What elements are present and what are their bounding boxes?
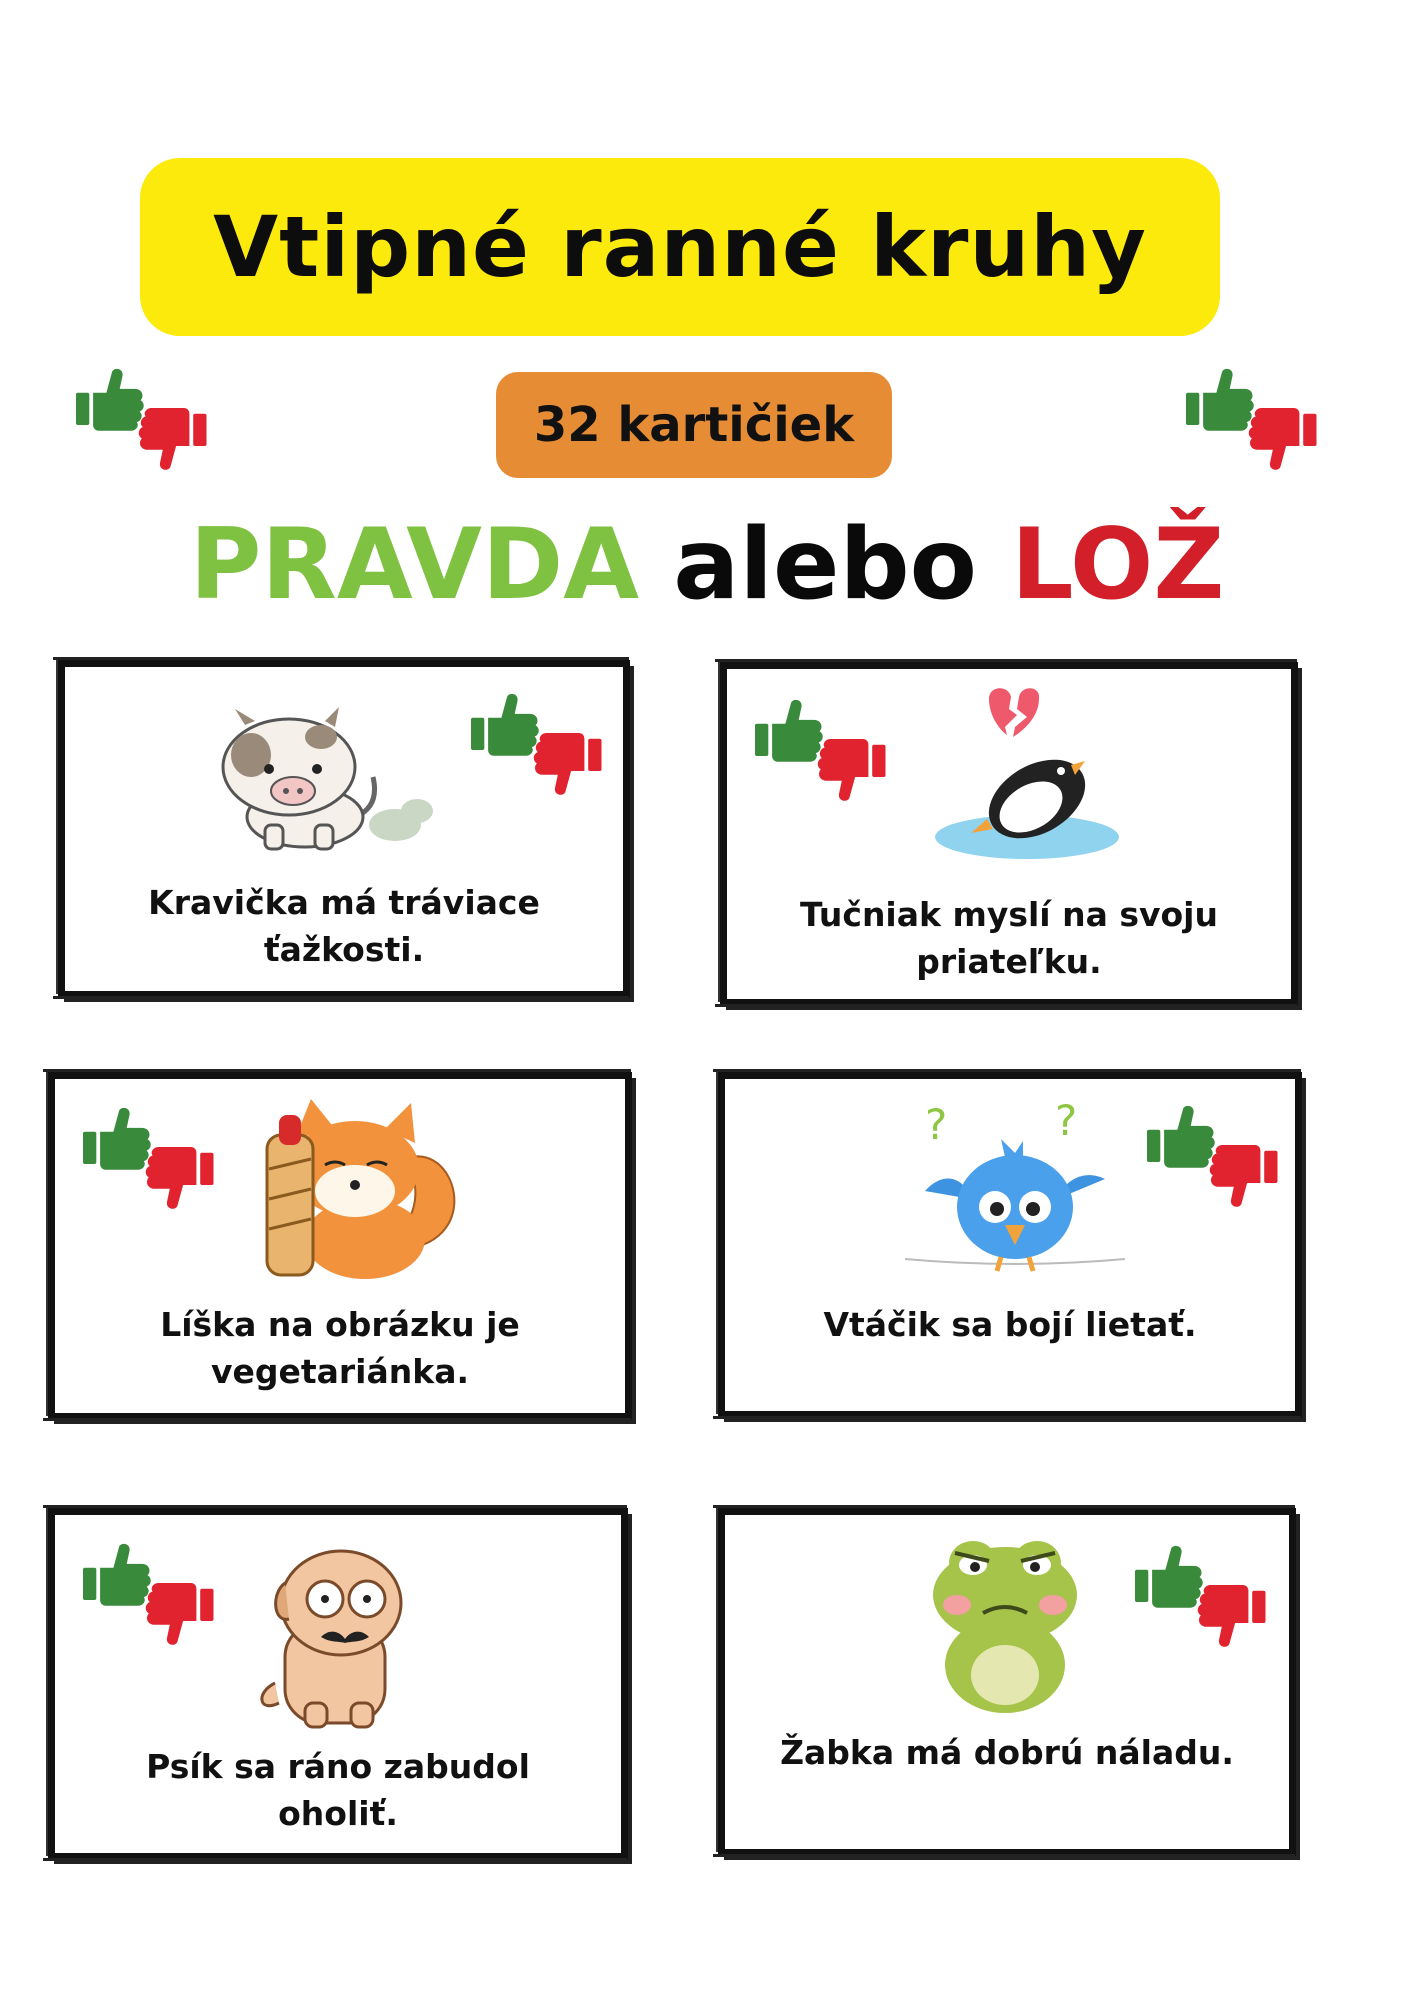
thumbs-up-down-icon [469, 693, 609, 813]
thumbs-up-down-icon [74, 368, 214, 488]
subtitle [0, 500, 1414, 630]
thumbs-up-down-icon [1133, 1545, 1273, 1665]
fox-icon [255, 1099, 475, 1289]
card-statement: Kravička má tráviace ťažkosti. [148, 883, 540, 969]
card-statement: Žabka má dobrú náladu. [780, 1733, 1234, 1772]
bird-icon [905, 1099, 1125, 1289]
svg-text:?: ? [1055, 1099, 1078, 1145]
card-fox [48, 1072, 632, 1420]
page-title: Vtipné ranné kruhy [213, 198, 1147, 296]
card-penguin [720, 662, 1298, 1006]
card-count-badge [496, 372, 892, 478]
card-frog [718, 1508, 1296, 1856]
thumbs-up-down-icon [81, 1543, 221, 1663]
card-statement: Psík sa ráno zabudol oholiť. [146, 1747, 530, 1833]
card-bird [718, 1072, 1302, 1418]
card-statement: Líška na obrázku je vegetariánka. [160, 1305, 520, 1391]
subtitle-or: alebo [673, 508, 977, 622]
frog-icon [925, 1535, 1095, 1715]
card-count-label: 32 kartičiek [533, 397, 855, 453]
thumbs-up-down-icon [1184, 368, 1324, 488]
title-banner [140, 158, 1220, 336]
card-statement: Tučniak myslí na svoju priateľku. [800, 895, 1218, 981]
thumbs-up-down-icon [753, 699, 893, 819]
thumbs-up-down-icon [1145, 1105, 1285, 1225]
card-dog [48, 1508, 628, 1860]
cow-icon [205, 707, 445, 857]
card-statement: Vtáčik sa bojí lietať. [823, 1305, 1197, 1344]
subtitle-truth: PRAVDA [189, 508, 640, 622]
penguin-icon [927, 687, 1127, 867]
subtitle-lie: LOŽ [1011, 508, 1225, 622]
card-cow [58, 660, 630, 998]
thumbs-up-down-icon [81, 1107, 221, 1227]
svg-text:?: ? [925, 1100, 948, 1149]
dog-icon [255, 1543, 435, 1733]
